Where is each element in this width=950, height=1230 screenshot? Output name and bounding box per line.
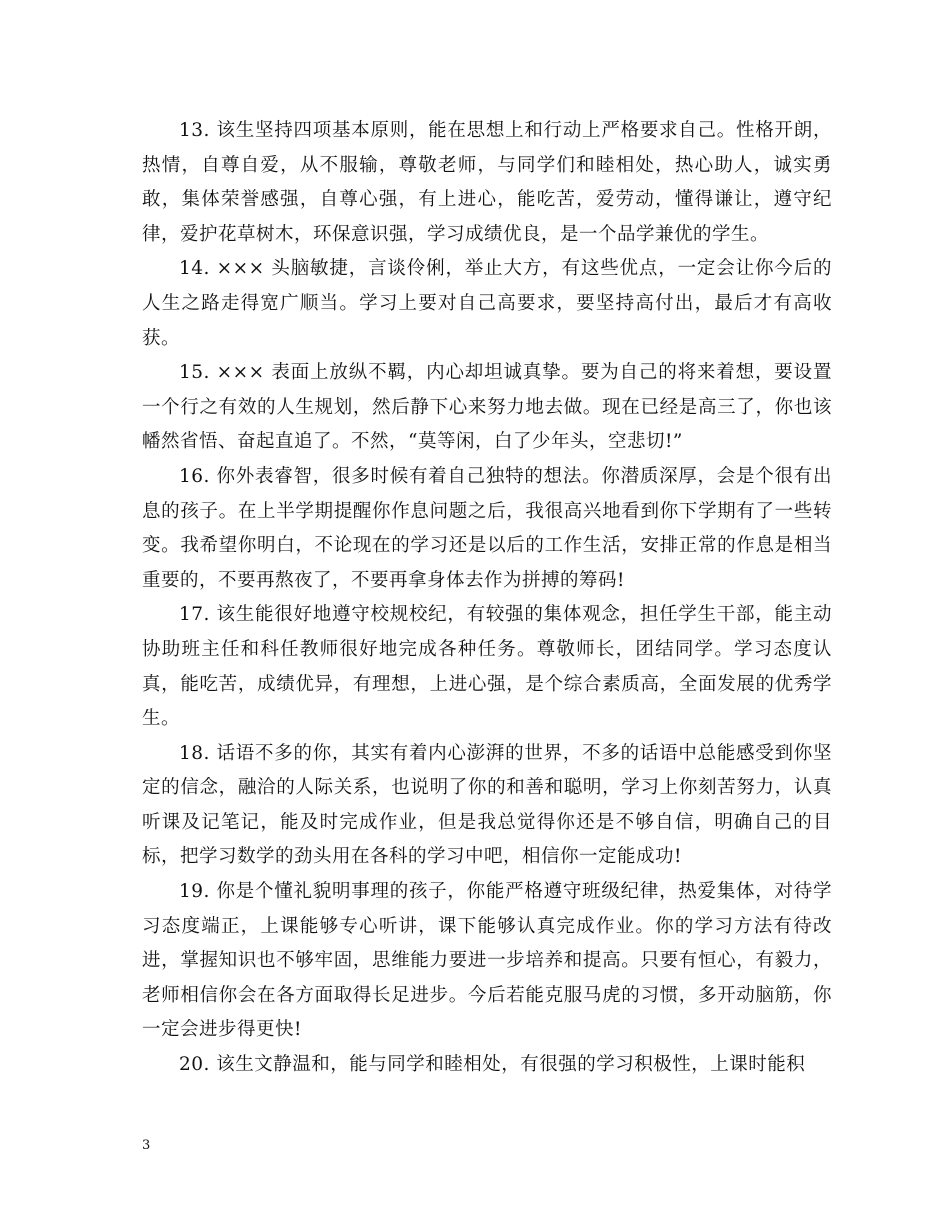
paragraph-15: 15. ××× 表面上放纵不羁，内心却坦诚真挚。要为自己的将来着想，要设置一个行之有效的人生规划，然后静下心来努力地去做。现在已经是高三了，你也该幡然省悟、奋起直追了。不然，“莫等闲，白了少年头，空悲切!”	[142, 362, 832, 453]
paragraph-18: 18. 话语不多的你，其实有着内心澎湃的世界，不多的话语中总能感受到你坚定的信念，融洽的人际关系，也说明了你的和善和聪明，学习上你刻苦努力，认真听课及记笔记，能及时完成作业，但是我总觉得你还是不够自信，明确自己的目标，把学习数学的劲头用在各科的学习中吧，相信你一定能成功!	[142, 742, 832, 868]
page-number: 3	[142, 1138, 151, 1153]
paragraph-17: 17. 该生能很好地遵守校规校纪，有较强的集体观念，担任学生干部，能主动协助班主任和科任教师很好地完成各种任务。尊敬师长，团结同学。学习态度认真，能吃苦，成绩优异，有理想，上进心强，是个综合素质高，全面发展的优秀学生。	[142, 604, 832, 730]
paragraph-20: 20. 该生文静温和，能与同学和睦相处，有很强的学习积极性，上课时能积	[179, 1054, 806, 1076]
document-body	[142, 114, 832, 1083]
paragraph-16: 16. 你外表睿智，很多时候有着自己独特的想法。你潜质深厚，会是个很有出息的孩子。在上半学期提醒你作息问题之后，我很高兴地看到你下学期有了一些转变。我希望你明白，不论现在的学习还是以后的工作生活，安排正常的作息是相当重要的，不要再熬夜了，不要再拿身体去作为拼搏的筹码!	[142, 465, 832, 591]
paragraph-14: 14. ××× 头脑敏捷，言谈伶俐，举止大方，有这些优点，一定会让你今后的人生之路走得宽广顺当。学习上要对自己高要求，要坚持高付出，最后才有高收获。	[142, 258, 832, 349]
paragraph-19: 19. 你是个懂礼貌明事理的孩子，你能严格遵守班级纪律，热爱集体，对待学习态度端正，上课能够专心听讲，课下能够认真完成作业。你的学习方法有待改进，掌握知识也不够牢固，思维能力要进一步培养和提高。只要有恒心，有毅力，老师相信你会在各方面取得长足进步。今后若能克服马虎的习惯，多开动脑筋，你一定会进步得更快!	[142, 881, 832, 1041]
paragraph-13: 13. 该生坚持四项基本原则，能在思想上和行动上严格要求自己。性格开朗，热情，自尊自爱，从不服输，尊敬老师，与同学们和睦相处，热心助人，诚实勇敢，集体荣誉感强，自尊心强，有上进心，能吃苦，爱劳动，懂得谦让，遵守纪律，爱护花草树木，环保意识强，学习成绩优良，是一个品学兼优的学生。	[142, 120, 832, 245]
